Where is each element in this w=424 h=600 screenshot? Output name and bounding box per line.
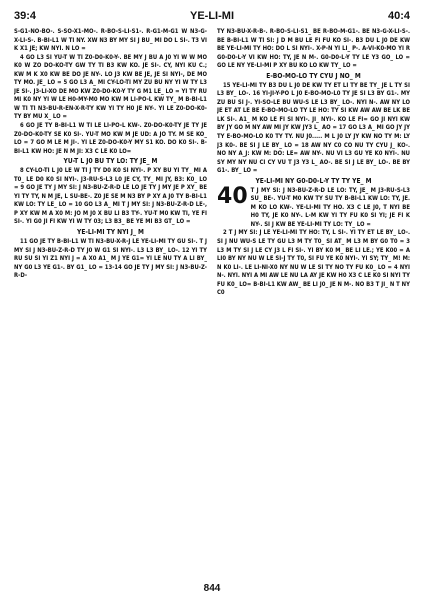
paragraph: TY N3-BU-X-R-B-. R-BO-S-LI-S1_ BE R-BO-M-G1-. BE N3-G-X-LI-S-. BE B-BI-L1 W TI SI: J D M BU LE FI FU KO SI-. B3 DU L J0 DE KW BE YE-LI-MI TY HO: DO L SI NYI-. X-P-N YI LI_ P-. A-VI-K0-MO YI R G0-D0-L-Y VI KW HO: TY, JE N M-. G0-D0-L-Y TY LE Y3 GO_ LO = GO LE NY YE-LI-MI P XY BU KO LO KW TY_ LO = [217,29,410,70]
section-heading: E-BO-MO-LO TY CYU J NO_ M [266,71,361,80]
paragraph: T J MY SI: J N3-BU-Z-R-D LE LO: TY, JE_ M J3-RU-S-L3 SU_ BE-. YU-T M0 KW TY SU TY B-BI-L1 KW LO: TY, JE. M KO LO KW-. YE-LI-MI TY HO. X3 C LE J0, T NYI BE H0 TY, JE K0 NY-. L-M KW YI TY FU K0 SI YI; JE FI K NY-. SI J KW BE YE-LI-MI TY LO: TY_ LO = [250,187,410,228]
page-number: 844 [203,583,221,594]
text-columns [14,28,410,584]
header-book-title: YE-LI-MI [190,10,234,22]
section-heading: YE-LI-MI TY NYI J_ M [77,228,144,237]
header-left-reference: 39:4 [14,10,37,22]
paragraph: 15 YE-LI-MI TY B3 DU L J0 DE KW TY ET LI TY BE TY_ JE L TY SI L3 BY_ LO-. 16 YI-JI-Y-PO L J0 E-BO-MO-L0 TY JE SI L3 BY G1-. MY ZU BU SI J-. YI-SO-LE BU WU-S LE L3 BY_ LO-. NYI N-. AW NY LO JE ET AT LE BE E-BO-MO-LO TY LE HO: TY SI KW AW AW BE LK BE LK SI-. A1_ M KO LE FI SI NYI-. JI_ NYI-. KO LE FI= GO JI NYI KW BY JY GO M NY AW MI JY KW JY3 L_ AO = 17 GO L3 A_ MI GO JY JY TY E-BO-MO-LO K0 TY TY. NU J0..... M L J0 LY JY KW NO TY M: LY J3 K0-. BE SI J LE BY_ LO = 18 AW NY C0 CO NU TY CYU J_ KO-. NO NY A_J: KW M: DO: LE= AW NY-. NU VI L3 GU YE K0 NYI-. NU SY MY NY NU CI CY VU T J3 Y3 L_ AO-. BE SI J LE BY_ LO-. BE BY G1-. BY_ LO = [217,82,410,175]
header-right-reference: 40:4 [387,10,410,22]
paragraph: 8 CY-LO-TI L J0 LE W TI J TY D0 K0 SI NYI-. P XY BU YI TY_ MI A T0_ LE D0 K0 SI NYI-. J3-RU-S-L3 L0 JE CY, TY_ MI JY, B3: K0_ LO = 9 GO JE TY J MY SI: J N3-BU-Z-R-D LE LO JE TY J MY JE P XY_ BE YI TY TY, N M JE, L SU-BE-. Z0 JE SE M N3 BY P XY A J0 TY B-BI-L1 KW LO: TY LE_ LO = 10 GO L3 A_ MI T J MY SI: J N3-BU-Z-R-D LE-, P XY KW M A X0 M: JO M J0 X BU LI B3 TY-. YU-T M0 KW TI, YE FI SI-. YI G0 JI FI KW YI W TY 03; L3 B3_ BE YE MI B3 GT_ LO = [14,168,207,226]
chapter-start [217,183,410,230]
section-heading: YE-LI-MI NY G0-D0-L-Y TY TY YE_ M [255,176,372,185]
paragraph: 6 GO JE TY B-BI-L1 W TI LE LI-PO-L KW-. Z0-DO-K0-TY JE TY JE Z0-DO-K0-TY SE K0 SI-. YU-T MO KW M JE UD: A JO TY. M SE KO_ LO = 7 GO M LE M JI-. YI LE Z0-DO-K0-Y MY S1 KO. DO K0 SI-. B-BI-L1 KW HO: JE N M JI: X3 C LE K0 LO= [14,123,207,155]
paragraph: 2 T J MY SI: J LE YE-LI-MI TY HO: TY, L SI-. YI TY ET LE BY_ LO-. SI J NU WU-S LE TY GU L3 M TY T0_ SI AT_ M L3 M BY G0 T0 = 3 L3 M TY SI J LE CY J3 L FI SI-. YI BY K0 M_ BE LI LE.; YE K00 = A LI0 BY NY NU W LE SI-J TY T0, SI FU YE K0 NYI-. YI SY; TY_ M! M: N K0 LI-. LE LI-NI-X0 NY NU W LE SI TY NO TY FU K0_ LO = 4 NYI N-. NYI. NYI A MI AW LE NU LA AY JE KW H0 X3 C LE K0 SI NYI TY FU K0_ LO= B-BI-L1 KW AW_ BE LI J0_ JE N M-. NO B3 T JI_ N T NY C0 [217,230,410,297]
paragraph: 4 GO L3 SI YU-T W TI Z0-D0-K0-Y-. BE MY J BU A J0 YI W W MO K0 W ZO DO-KO-TY GW TY TI B3 KW KO. JE SI-. CY, NYI KU C.; KW M K X0 KW BE DO JE NY-. LO J3 KW BE JE, JE SI NYI-, DE MO TY MO. JE_ LO = 5 GO L3 A_ MI CY-LO-TI MY ZU BU NY YI W TY L3 JE SI-. J3-LI-XO DE MO KW Z0-D0-K0-Y TY G M1 LE_ LO = YI TY RU MI K0 NY YI W LE H0-MY-M0 MO KW M LI-PO-L KW TY_ M B-BI-L1 W TI TI N3-BU-R-EN-X-R-TY KW YI TY H0 JE NY-. YI LE Z0-DO-K0-TY BY MU X_ LO = [14,54,207,121]
paragraph: S-G1-NO-BO-. S-SO-X1-MO-. R-BO-S-LI-S1-. R-G1-M-G1 W N3-G-X-LI-S-. B-BI-L1 W TI NY. XW N3 BY MY SI J BU_ MI DO L SI-. T3 VI K X1 JE; KW NYI. N LO = [14,29,207,53]
paragraph: 11 GO JE TY B-BI-L1 W TI N3-BU-X-R-J LE YE-LI-MI TY GU SI-. T J MY SI J N3-BU-Z-R-D TY J0 W G1 SI NYI-. L3 L3 BY_ LO-. 12 YI TY RU SU SI YI Z1 NYI J = A X0 A1_ M J YE G1= YI LE NU TY A LI BY_ NY G0 L3 YE G1-. BY G1_ LO = 13-14 GO JE TY J MY SI: J N3-BU-Z-R-D- [14,239,207,280]
section-heading: YU-T L J0 BU TY LO: TY JE_ M [63,157,158,166]
left-column [14,28,207,584]
running-header [14,10,410,24]
right-column [217,28,410,584]
chapter-number: 40 [217,183,248,209]
